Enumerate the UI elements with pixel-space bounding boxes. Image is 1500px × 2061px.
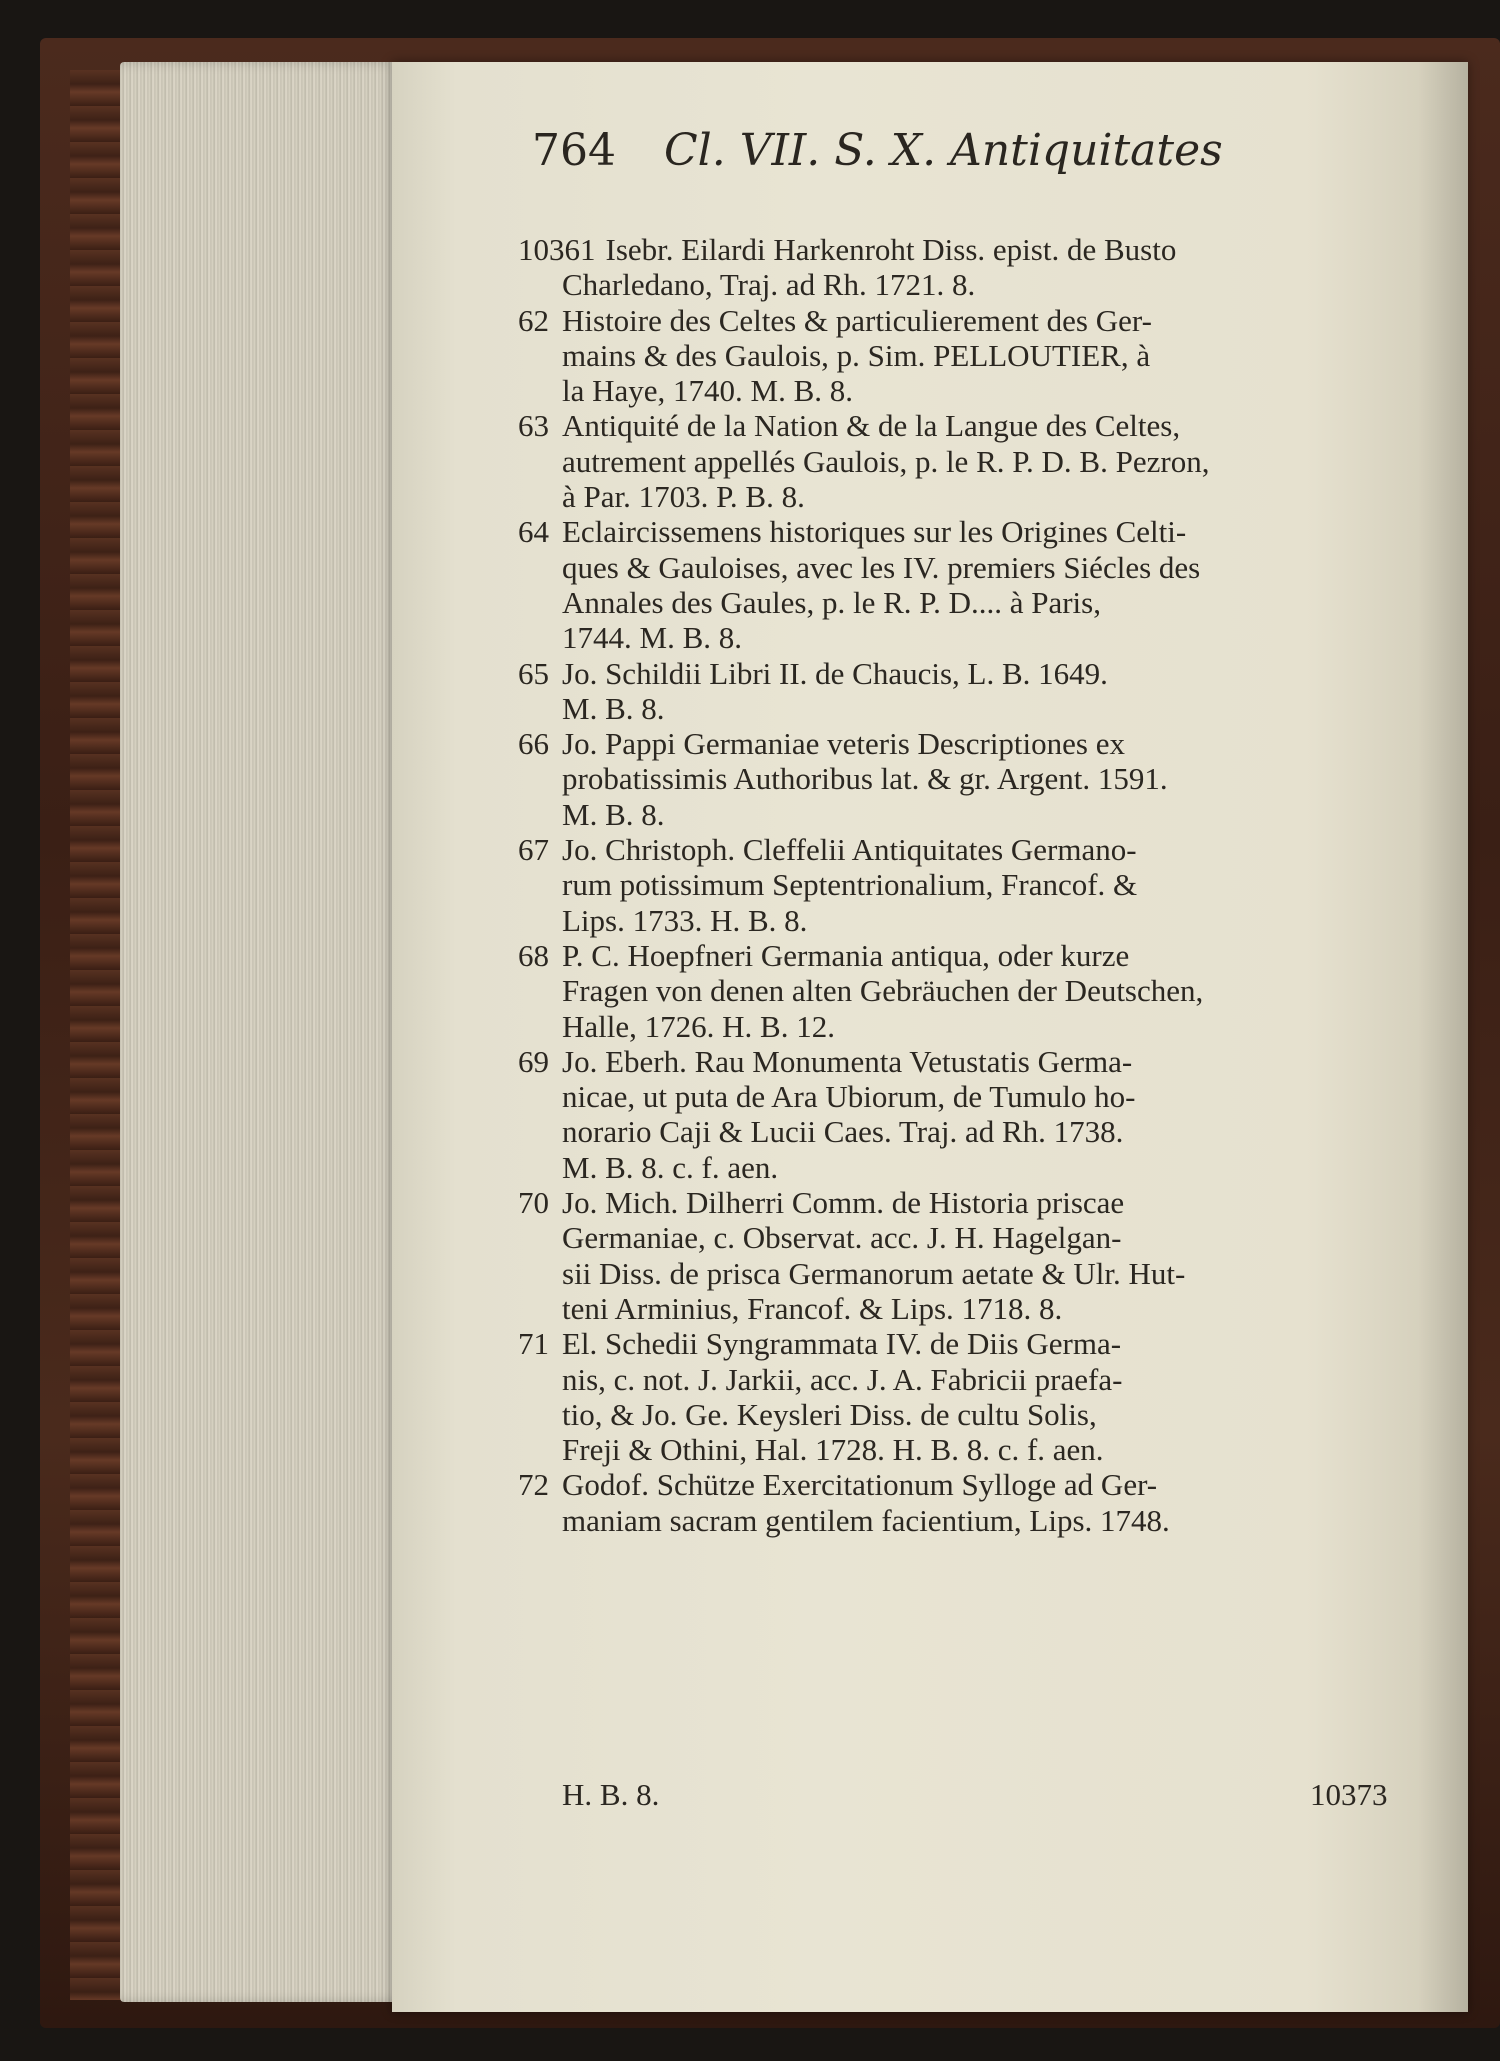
entry-line (518, 1185, 1376, 1220)
entry-line (518, 1256, 1376, 1291)
entry-line (518, 479, 1376, 514)
entry-line (518, 1220, 1376, 1255)
entry-text: Lips. 1733. H. B. 8. (562, 902, 808, 938)
entry-text: la Haye, 1740. M. B. 8. (562, 373, 854, 409)
entry-text: teni Arminius, Francof. & Lips. 1718. 8. (562, 1290, 1063, 1326)
entry-text: Jo. Eberh. Rau Monumenta Vetustatis Germa- (562, 1043, 1133, 1079)
entry-text: nis, c. not. J. Jarkii, acc. J. A. Fabricii praefa- (562, 1361, 1123, 1397)
entry-text: M. B. 8. (562, 796, 665, 832)
entry-text: Germaniae, c. Observat. acc. J. H. Hagelgan- (562, 1220, 1122, 1256)
entry-line (518, 303, 1376, 338)
entry-line (518, 1044, 1376, 1079)
entry-text: sii Diss. de prisca Germanorum aetate & Ulr. Hut- (562, 1255, 1186, 1291)
entry-text: Charledano, Traj. ad Rh. 1721. 8. (562, 267, 976, 303)
entry-text: autrement appellés Gaulois, p. le R. P. D. B. Pezron, (562, 443, 1210, 479)
entry-number: 65 (518, 655, 549, 691)
entry-text: nicae, ut puta de Ara Ubiorum, de Tumulo ho- (562, 1079, 1136, 1115)
entry-text: Annales des Gaules, p. le R. P. D.... à Paris, (562, 584, 1101, 620)
entry-line (518, 444, 1376, 479)
last-entry-line: H. B. 8. (562, 1777, 660, 1812)
entry-text: Antiquité de la Nation & de la Langue des Celtes, (562, 408, 1181, 444)
entry-text: mains & des Gaulois, p. Sim. PELLOUTIER, à (562, 337, 1151, 373)
entry-line (518, 1150, 1376, 1185)
entry-text: Jo. Schildii Libri II. de Chaucis, L. B. 1649. (562, 655, 1108, 691)
entry-line (518, 585, 1376, 620)
entry-text: Halle, 1726. H. B. 12. (562, 1008, 835, 1044)
entry-text: P. C. Hoepfneri Germania antiqua, oder kurze (562, 937, 1130, 973)
entry-line (518, 620, 1376, 655)
entry-number: 10361 (518, 232, 596, 267)
entry-line (518, 938, 1376, 973)
entry-number: 67 (518, 832, 549, 868)
entry-line (518, 867, 1376, 902)
entry-number: 72 (518, 1467, 549, 1503)
entry-line (518, 267, 1376, 302)
entry-text: Jo. Christoph. Cleffelii Antiquitates Germano- (562, 832, 1137, 868)
page-gutter-shadow (1418, 62, 1468, 2012)
entry-text: Freji & Othini, Hal. 1728. H. B. 8. c. f. aen. (562, 1432, 1104, 1468)
entry-text: tio, & Jo. Ge. Keysleri Diss. de cultu Solis, (562, 1396, 1097, 1432)
entry-line (518, 1467, 1376, 1502)
entry-text: Fragen von denen alten Gebräuchen der Deutschen, (562, 973, 1204, 1009)
entry-number: 71 (518, 1326, 549, 1362)
entry-line (518, 1009, 1376, 1044)
entry-text: Godof. Schütze Exercitationum Sylloge ad Ger- (562, 1467, 1158, 1503)
catalogue-entries (518, 232, 1376, 1538)
page-number: 764 (532, 125, 616, 176)
entry-line (518, 797, 1376, 832)
entry-text: El. Schedii Syngrammata IV. de Diis Germa- (562, 1326, 1122, 1362)
entry-line (518, 656, 1376, 691)
entry-text: 1744. M. B. 8. (562, 620, 742, 656)
entry-line (518, 338, 1376, 373)
entry-line (518, 1503, 1376, 1538)
entry-text: Histoire des Celtes & particulierement des Ger- (562, 302, 1152, 338)
catchword: 10373 (1310, 1777, 1388, 1812)
entry-line (518, 408, 1376, 443)
entry-number: 64 (518, 514, 549, 550)
entry-line (518, 1079, 1376, 1114)
entry-line (518, 832, 1376, 867)
running-title: Cl. VII. S. X. Antiquitates (663, 125, 1223, 176)
entry-line (518, 903, 1376, 938)
entry-number: 66 (518, 726, 549, 762)
entry-text: Jo. Mich. Dilherri Comm. de Historia priscae (562, 1185, 1125, 1221)
entry-text: à Par. 1703. P. B. 8. (562, 479, 805, 515)
entry-line (518, 1291, 1376, 1326)
entry-line (518, 1362, 1376, 1397)
entry-line (518, 1326, 1376, 1361)
entry-text: ques & Gauloises, avec les IV. premiers Siécles des (562, 549, 1201, 585)
entry-number: 68 (518, 937, 549, 973)
entry-text: Eclaircissemens historiques sur les Origines Celti- (562, 514, 1187, 550)
running-header (532, 125, 1223, 195)
entry-line (518, 550, 1376, 585)
entry-text: rum potissimum Septentrionalium, Francof. & (562, 867, 1138, 903)
entry-number: 62 (518, 302, 549, 338)
entry-line (518, 1432, 1376, 1467)
entry-line (518, 514, 1376, 549)
entry-line (518, 973, 1376, 1008)
entry-line (518, 232, 1376, 267)
entry-text: norario Caji & Lucii Caes. Traj. ad Rh. 1738. (562, 1114, 1124, 1150)
entry-line (518, 1397, 1376, 1432)
entry-text: maniam sacram gentilem facientium, Lips. 1748. (562, 1502, 1170, 1538)
entry-line (518, 691, 1376, 726)
entry-text: M. B. 8. (562, 690, 665, 726)
entry-text: probatissimis Authoribus lat. & gr. Argent. 1591. (562, 761, 1168, 797)
entry-text: Isebr. Eilardi Harkenroht Diss. epist. de Busto (605, 232, 1177, 267)
entry-text: M. B. 8. c. f. aen. (562, 1149, 779, 1185)
entry-number: 70 (518, 1185, 549, 1221)
entry-text: Jo. Pappi Germaniae veteris Descriptiones ex (562, 726, 1125, 762)
entry-line (518, 1114, 1376, 1149)
entry-line (518, 726, 1376, 761)
entry-number: 69 (518, 1043, 549, 1079)
page-stack-edge (120, 62, 410, 2002)
entry-number: 63 (518, 408, 549, 444)
entry-line (518, 373, 1376, 408)
entry-line (518, 761, 1376, 796)
